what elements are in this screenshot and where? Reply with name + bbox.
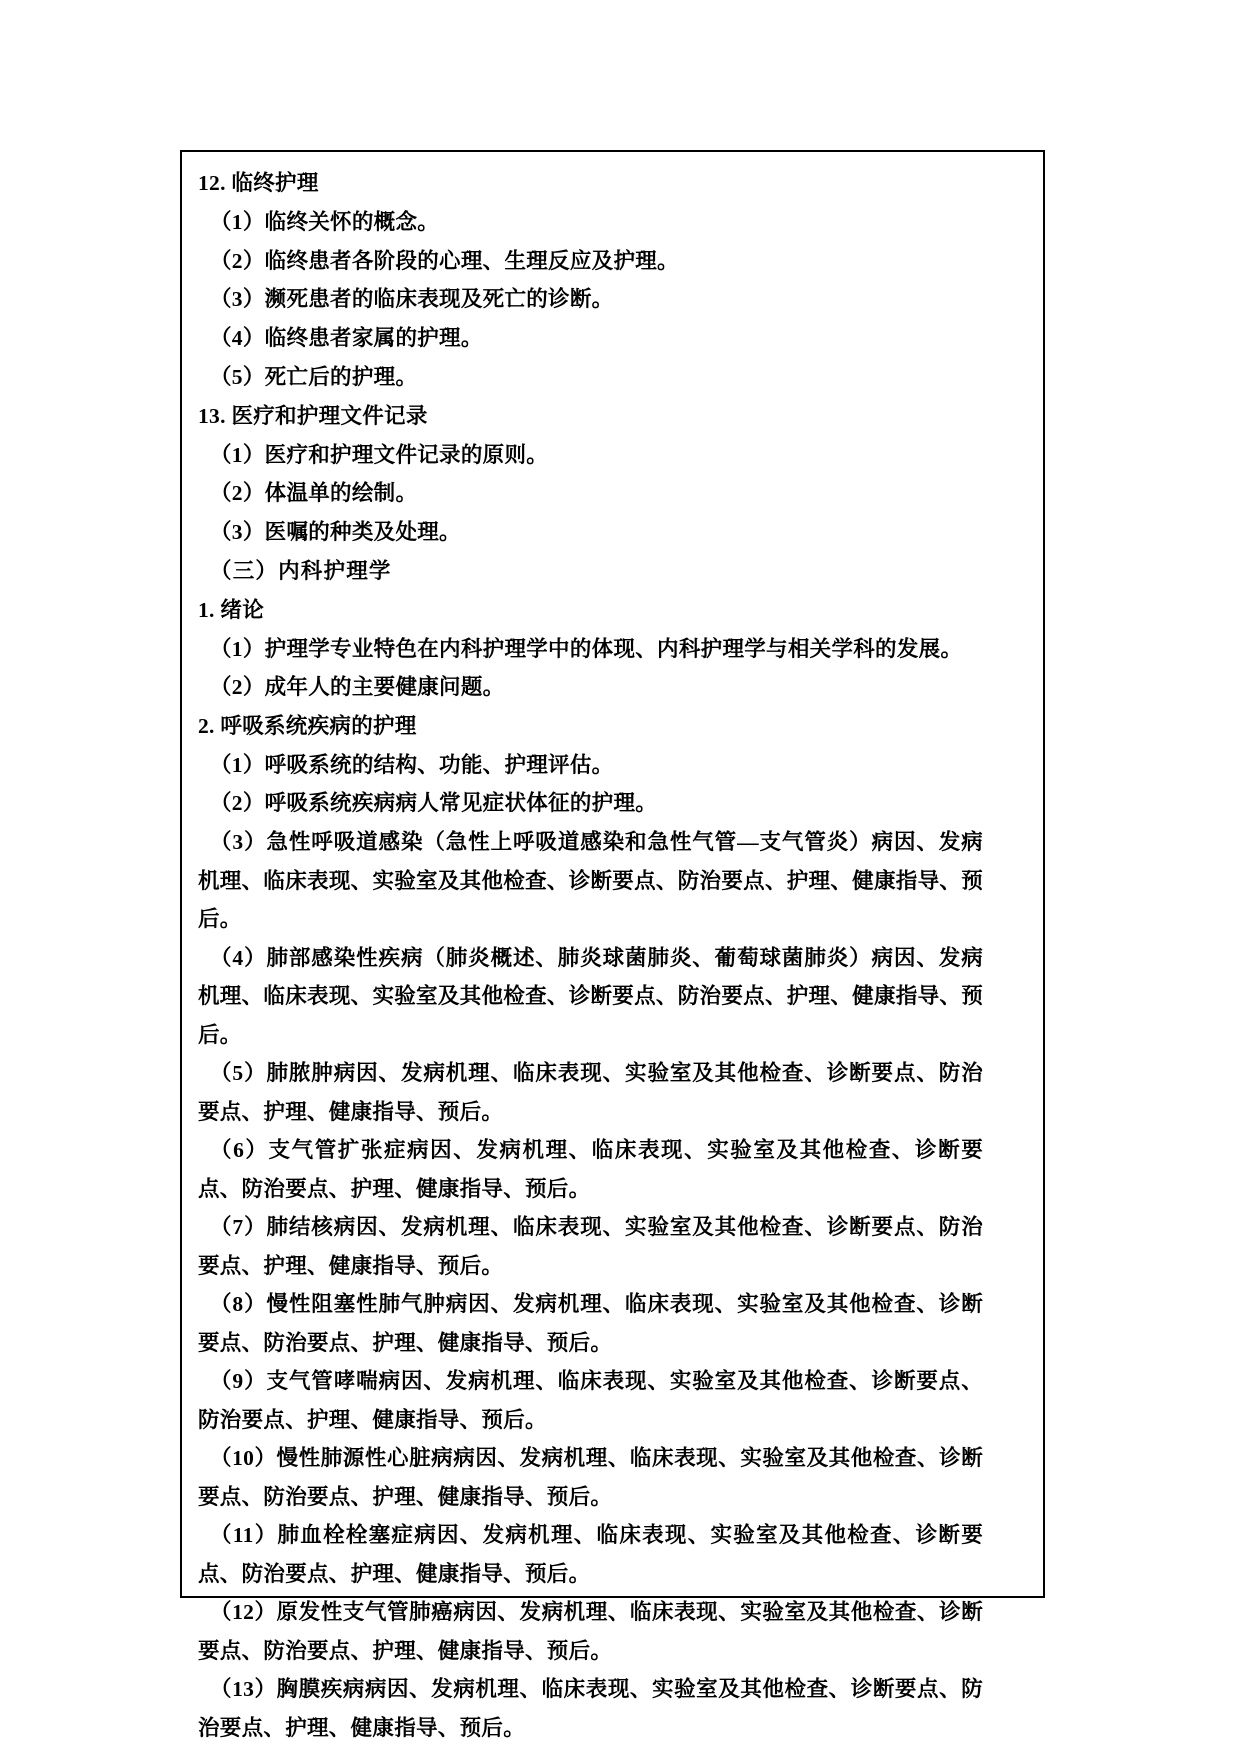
list-item: （1）医疗和护理文件记录的原则。	[210, 442, 549, 467]
list-item: （3）医嘱的种类及处理。	[210, 520, 461, 545]
list-item: （13）胸膜疾病病因、发病机理、临床表现、实验室及其他检查、诊断要点、防治要点、护理、健康指导、预后。	[198, 1677, 983, 1740]
list-heading: 1. 绪论	[198, 597, 265, 622]
list-item: （2）临终患者各阶段的心理、生理反应及护理。	[210, 248, 679, 273]
section-heading: （三）内科护理学	[210, 558, 392, 583]
list-item: （1）临终关怀的概念。	[210, 209, 440, 234]
document-border-box	[180, 150, 1045, 1740]
list-item: （3）濒死患者的临床表现及死亡的诊断。	[210, 287, 614, 312]
list-item: （4）肺部感染性疾病（肺炎概述、肺炎球菌肺炎、葡萄球菌肺炎）病因、发病机理、临床表现、实验室及其他检查、诊断要点、防治要点、护理、健康指导、预后。	[198, 945, 983, 1047]
list-item: （12）原发性支气管肺癌病因、发病机理、临床表现、实验室及其他检查、诊断要点、防治要点、护理、健康指导、预后。	[198, 1600, 983, 1663]
list-item: （10）慢性肺源性心脏病病因、发病机理、临床表现、实验室及其他检查、诊断要点、防治要点、护理、健康指导、预后。	[198, 1446, 983, 1509]
list-heading: 2. 呼吸系统疾病的护理	[198, 713, 417, 738]
list-item: （4）临终患者家属的护理。	[210, 326, 483, 351]
list-item: （2）呼吸系统疾病病人常见症状体征的护理。	[210, 791, 658, 816]
list-item: （2）体温单的绘制。	[210, 481, 418, 506]
list-item: （3）急性呼吸道感染（急性上呼吸道感染和急性气管—支气管炎）病因、发病机理、临床表现、实验室及其他检查、诊断要点、防治要点、护理、健康指导、预后。	[198, 830, 983, 932]
document-body	[198, 164, 983, 1747]
list-item: （11）肺血栓栓塞症病因、发病机理、临床表现、实验室及其他检查、诊断要点、防治要点、护理、健康指导、预后。	[198, 1523, 983, 1586]
list-heading: 13. 医疗和护理文件记录	[198, 403, 428, 428]
list-item: （6）支气管扩张症病因、发病机理、临床表现、实验室及其他检查、诊断要点、防治要点、护理、健康指导、预后。	[198, 1138, 983, 1201]
list-item: （1）护理学专业特色在内科护理学中的体现、内科护理学与相关学科的发展。	[210, 636, 963, 661]
list-item: （9）支气管哮喘病因、发病机理、临床表现、实验室及其他检查、诊断要点、防治要点、护理、健康指导、预后。	[198, 1369, 983, 1432]
list-heading: 12. 临终护理	[198, 171, 319, 195]
list-item: （5）肺脓肿病因、发病机理、临床表现、实验室及其他检查、诊断要点、防治要点、护理、健康指导、预后。	[198, 1061, 983, 1124]
list-item: （1）呼吸系统的结构、功能、护理评估。	[210, 752, 614, 777]
list-item: （5）死亡后的护理。	[210, 364, 418, 389]
list-item: （7）肺结核病因、发病机理、临床表现、实验室及其他检查、诊断要点、防治要点、护理、健康指导、预后。	[198, 1215, 983, 1278]
list-item: （8）慢性阻塞性肺气肿病因、发病机理、临床表现、实验室及其他检查、诊断要点、防治要点、护理、健康指导、预后。	[198, 1292, 983, 1355]
list-item: （2）成年人的主要健康问题。	[210, 675, 505, 700]
